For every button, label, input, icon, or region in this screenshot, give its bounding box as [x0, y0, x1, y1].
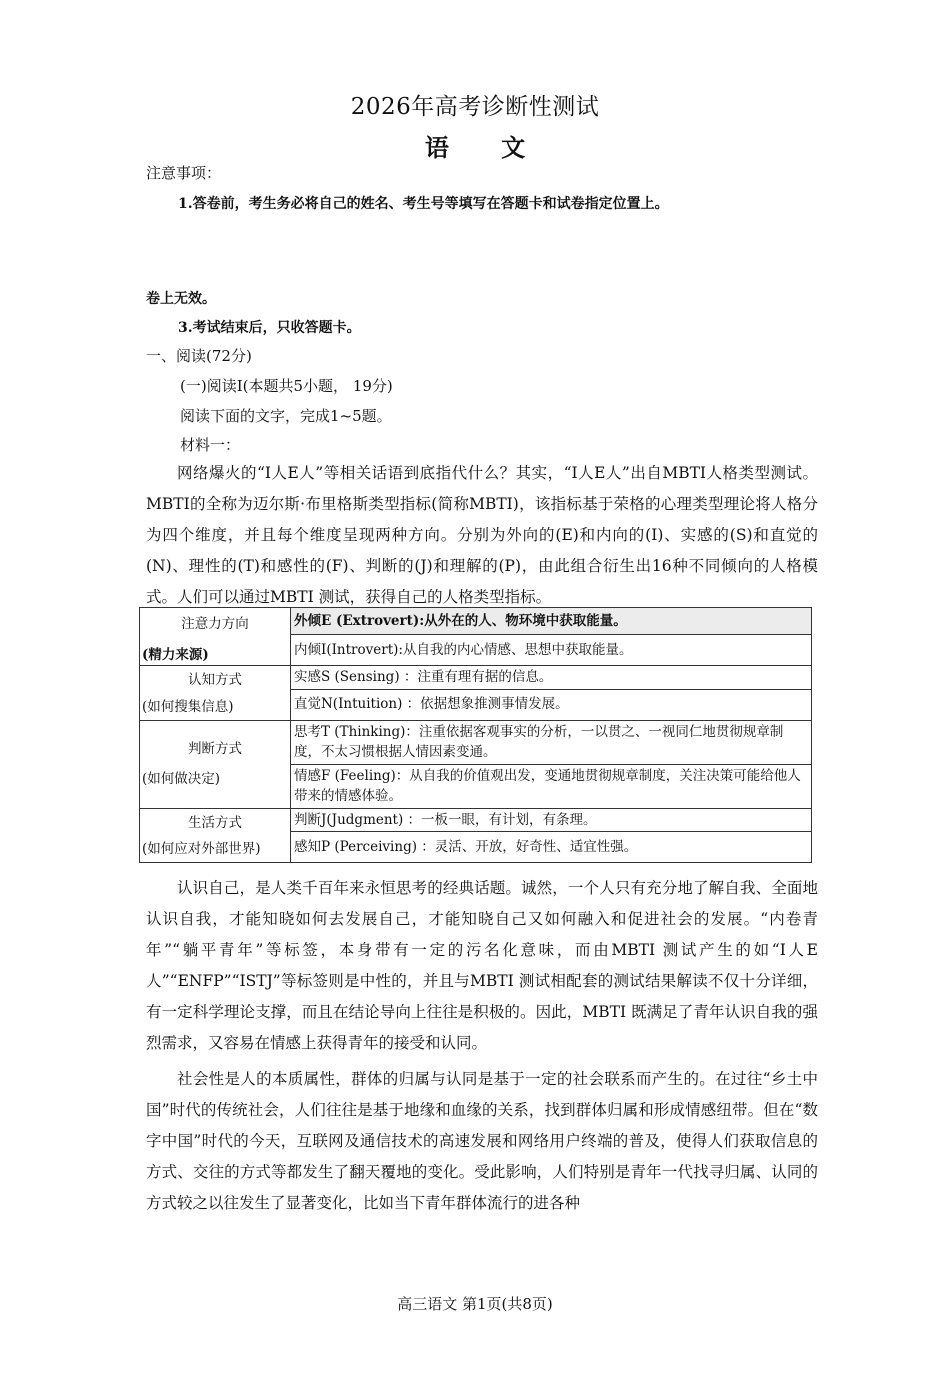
- section-heading: 一、阅读(72分): [146, 347, 252, 365]
- table-desc-cell: 外倾E (Extrovert):从外在的人、物环境中获取能量。: [291, 608, 812, 635]
- page-footer: 高三语文 第1页(共8页): [397, 1295, 553, 1313]
- table-desc-cell: 判断J(Judgment) ：一板一眼，有计划，有条理。: [291, 808, 812, 832]
- category-name: 认知方式: [188, 672, 242, 689]
- mbti-table: [139, 607, 812, 863]
- category-name: 判断方式: [188, 740, 242, 757]
- subject-title: 语 文: [424, 133, 548, 162]
- category-subtitle: (如何搜集信息): [142, 698, 234, 715]
- table-row: [140, 666, 812, 690]
- table-desc-cell: 实感S (Sensing) ：注重有理有据的信息。: [291, 666, 812, 690]
- category-name: 生活方式: [188, 814, 242, 831]
- category-subtitle: (如何做决定): [142, 771, 221, 787]
- table-category-cell: [140, 808, 291, 863]
- table-category-cell: [140, 666, 291, 721]
- paragraph-3-text: 社会性是人的本质属性，群体的归属与认同是基于一定的社会联系而产生的。在过往“乡土中国”时代的传统社会，人们往往是基于地缘和血缘的关系，找到群体归属和形成情感纽带。但在“数字中国”时代的今天，互联网及通信技术的高速发展和网络用户终端的普及，使得人们获取信息的方式、交往的方式等都发生了翻天覆地的变化。受此影响，人们特别是青年一代找寻归属、认同的方式较之以往发生了显著变化，比如当下青年群体流行的进各种: [146, 1070, 818, 1212]
- paragraph-1: [146, 458, 818, 613]
- paragraph-3: [146, 1064, 818, 1219]
- table-row: [140, 808, 812, 832]
- table-category-cell: [140, 720, 291, 808]
- paragraph-1-text: 网络爆火的“I人E人”等相关话语到底指代什么？其实，“I人E人”出自MBTI人格类型测试。MBTI的全称为迈尔斯·布里格斯类型指标(简称MBTI)，该指标基于荣格的心理类型理论将人格分为四个维度，并且每个维度呈现两种方向。分别为外向的(E)和内向的(I)、实感的(S)和直觉的(N)、理性的(T)和感性的(F)、判断的(J)和理解的(P)，由此组合衍生出16种不同倾向的人格模式。人们可以通过MBTI 测试，获得自己的人格类型指标。: [146, 464, 818, 606]
- category-subtitle: (如何应对外部世界): [142, 841, 261, 858]
- reading-instruction: 阅读下面的文字，完成1~5题。: [180, 407, 392, 425]
- notes-item-3: 3.考试结束后，只收答题卡。: [178, 320, 361, 336]
- table-row: [140, 608, 812, 635]
- subsection-heading: (一)阅读Ⅰ(本题共5小题， 19分): [180, 377, 393, 395]
- category-subtitle: (精力来源): [142, 646, 209, 663]
- table-desc-cell: 直觉N(Intuition) ：依据想象推测事情发展。: [291, 689, 812, 720]
- exam-title: 2026年高考诊断性测试: [350, 94, 600, 120]
- table-desc-cell: 内倾I(Introvert):从自我的内心情感、思想中获取能量。: [291, 635, 812, 666]
- table-row: [140, 720, 812, 764]
- notes-item-1: 1.答卷前，考生务必将自己的姓名、考生号等填写在答题卡和试卷指定位置上。: [178, 196, 669, 212]
- paragraph-2: [146, 873, 818, 1059]
- paragraph-2-text: 认识自己，是人类千百年来永恒思考的经典话题。诚然，一个人只有充分地了解自我、全面地认识自我，才能知晓如何去发展自己，才能知晓自己又如何融入和促进社会的发展。“内卷青年”“躺平青年”等标签，本身带有一定的污名化意味，而由MBTI 测试产生的如“I人E人”“ENFP”“ISTJ”等标签则是中性的，并且与MBTI 测试相配套的测试结果解读不仅十分详细，有一定科学理论支撑，而且在结论导向上往往是积极的。因此，MBTI 既满足了青年认识自我的强烈需求，又容易在情感上获得青年的接受和认同。: [146, 879, 818, 1052]
- category-name: 注意力方向: [181, 616, 249, 632]
- table-desc-cell: 情感F (Feeling)：从自我的价值观出发，变通地贯彻规章制度，关注决策可能给他人带来的情感体验。: [291, 764, 812, 808]
- notes-heading: 注意事项：: [146, 164, 222, 182]
- table-desc-cell: 感知P (Perceiving) ：灵活、开放，好奇性、适宜性强。: [291, 832, 812, 863]
- table-desc-cell: 思考T (Thinking)：注重依据客观事实的分析，一以贯之、一视同仁地贯彻规章制度，不太习惯根据人情因素变通。: [291, 720, 812, 764]
- notes-fragment: 卷上无效。: [146, 291, 216, 307]
- material-label: 材料一：: [180, 436, 241, 454]
- table-category-cell: [140, 608, 291, 666]
